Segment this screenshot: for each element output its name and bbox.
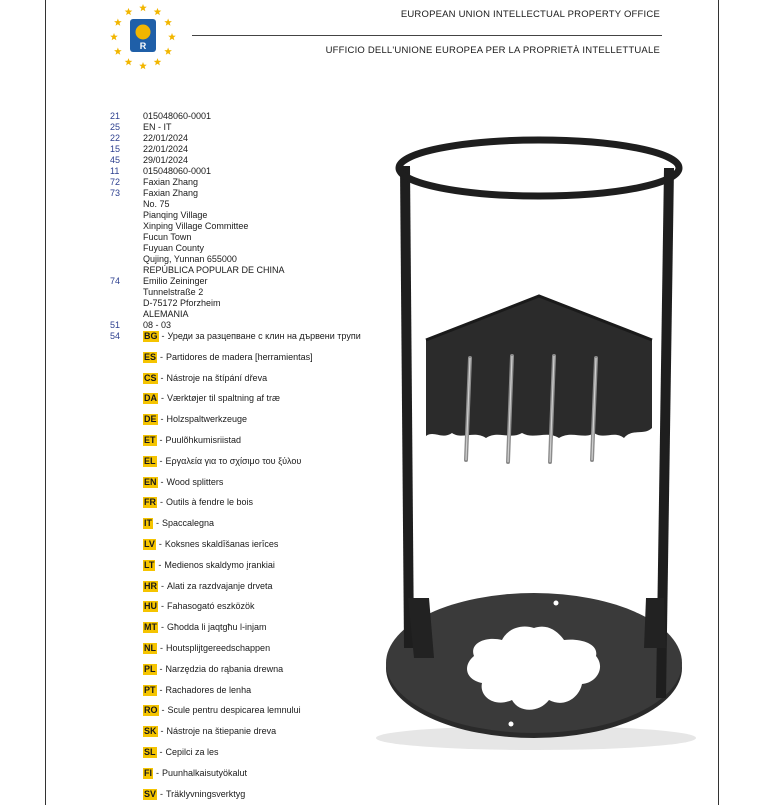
field-row xyxy=(110,276,285,287)
field-row xyxy=(110,210,285,221)
field-code: 72 xyxy=(110,177,121,187)
language-separator: - xyxy=(161,393,164,404)
page-left-border xyxy=(45,0,46,805)
field-value: Tunnelstraße 2 xyxy=(143,287,204,297)
field-code: 22 xyxy=(110,133,121,143)
language-separator: - xyxy=(160,788,164,799)
field-value: 015048060-0001 xyxy=(143,111,212,121)
field-row xyxy=(110,144,285,155)
language-row xyxy=(143,539,361,560)
language-row xyxy=(143,768,361,789)
language-code-badge: LT xyxy=(144,559,155,570)
wood-splitter-photo xyxy=(374,128,704,768)
language-description: Værktøjer til spaltning af træ xyxy=(167,393,281,404)
field-code: 51 xyxy=(110,320,121,330)
field-row xyxy=(110,320,285,331)
field-code xyxy=(110,199,143,210)
language-separator: - xyxy=(159,663,163,674)
field-row xyxy=(110,188,285,199)
field-row xyxy=(110,243,285,254)
field-code xyxy=(110,298,143,309)
language-description: Spaccalegna xyxy=(162,518,215,529)
language-code-badge: RO xyxy=(144,705,158,716)
language-description: Partidores de madera [herramientas] xyxy=(166,351,313,362)
language-description: Narzędzia do rąbania drewna xyxy=(165,663,284,674)
language-separator: - xyxy=(161,622,164,633)
logo-star-icon xyxy=(168,33,176,40)
field-code: 54 xyxy=(110,331,121,341)
language-description: Уреди за разцепване с клин на дървени трупи xyxy=(167,331,361,341)
language-separator: - xyxy=(159,746,163,757)
field-code: 25 xyxy=(110,122,121,132)
language-separator: - xyxy=(161,601,164,612)
language-row xyxy=(143,331,361,352)
logo-star-icon xyxy=(125,8,133,15)
field-code xyxy=(110,254,143,265)
language-code-badge: SL xyxy=(144,746,156,757)
language-description: Medienos skaldymo įrankiai xyxy=(164,559,275,570)
language-row xyxy=(143,352,361,373)
field-code xyxy=(110,232,143,243)
field-row xyxy=(110,298,285,309)
field-code xyxy=(110,265,143,276)
language-separator: - xyxy=(158,538,162,549)
logo-star-icon xyxy=(114,48,122,55)
language-separator: - xyxy=(159,684,163,695)
language-row xyxy=(143,705,361,726)
language-code-badge: HR xyxy=(144,580,157,591)
field-code: 15 xyxy=(110,144,121,154)
language-description: Għodda li jaqtgħu l-injam xyxy=(167,622,267,633)
language-separator: - xyxy=(156,518,159,529)
language-code-badge: DA xyxy=(144,393,157,404)
field-value: 08 - 03 xyxy=(143,320,172,330)
field-row xyxy=(110,177,285,188)
language-row xyxy=(143,518,361,539)
logo-letter: R xyxy=(139,41,147,51)
field-code xyxy=(110,243,143,254)
field-code: 11 xyxy=(110,166,120,176)
logo-star-icon xyxy=(154,8,162,15)
language-code-badge: EL xyxy=(144,455,156,466)
page-right-border xyxy=(718,0,719,805)
language-separator: - xyxy=(160,372,164,383)
field-row xyxy=(110,133,285,144)
field-row xyxy=(110,199,285,210)
language-row xyxy=(143,456,361,477)
field-value: Faxian Zhang xyxy=(143,188,199,198)
language-description: Cepilci za les xyxy=(165,746,219,757)
language-row xyxy=(143,664,361,685)
field-value: Emilio Zeininger xyxy=(143,276,208,286)
field-value: Fuyuan County xyxy=(143,243,205,253)
language-code-badge: FI xyxy=(144,767,152,778)
field-value: ALEMANIA xyxy=(143,309,189,319)
field-code: 21 xyxy=(110,111,121,121)
field-value: 22/01/2024 xyxy=(143,133,189,143)
language-description: Houtsplijtgereedschappen xyxy=(166,642,271,653)
logo-star-icon xyxy=(154,58,162,65)
language-separator: - xyxy=(160,414,164,425)
language-code-badge: HU xyxy=(144,601,157,612)
language-description: Alati za razdvajanje drveta xyxy=(167,580,273,591)
logo-star-icon xyxy=(164,48,172,55)
language-row xyxy=(143,581,361,602)
logo-star-icon xyxy=(139,62,147,69)
field-value: REPÚBLICA POPULAR DE CHINA xyxy=(143,265,285,275)
field-code: 73 xyxy=(110,188,121,198)
bibliographic-fields xyxy=(110,111,285,342)
language-separator: - xyxy=(160,497,163,508)
language-code-badge: MT xyxy=(144,622,157,633)
language-row xyxy=(143,435,361,456)
language-description: Fahasogató eszközök xyxy=(167,601,255,612)
field-value: Pianqing Village xyxy=(143,210,208,220)
field-code xyxy=(110,210,143,221)
language-row xyxy=(143,373,361,394)
language-code-badge: DE xyxy=(144,414,157,425)
field-value: EN - IT xyxy=(143,122,172,132)
language-row xyxy=(143,685,361,706)
language-separator: - xyxy=(160,726,164,737)
field-row xyxy=(110,232,285,243)
language-description: Nástroje na štípání dřeva xyxy=(166,372,268,383)
language-code-badge: IT xyxy=(144,518,152,529)
euipo-logo-icon xyxy=(108,2,178,72)
language-separator: - xyxy=(156,767,159,778)
field-row xyxy=(110,254,285,265)
language-separator: - xyxy=(161,331,165,341)
field-code: 74 xyxy=(110,276,121,286)
field-value: Qujing, Yunnan 655000 xyxy=(143,254,237,264)
field-value: 015048060-0001 xyxy=(143,166,212,176)
language-code-badge: PL xyxy=(144,663,156,674)
language-code-badge: PT xyxy=(144,684,156,695)
language-separator: - xyxy=(160,476,164,487)
field-value: 29/01/2024 xyxy=(143,155,189,165)
language-row xyxy=(143,726,361,747)
field-row xyxy=(110,221,285,232)
logo-star-icon xyxy=(110,33,118,40)
language-description: Träklyvningsverktyg xyxy=(166,788,246,799)
field-row xyxy=(110,122,285,133)
language-description: Koksnes skaldīšanas ierīces xyxy=(164,538,279,549)
language-row xyxy=(143,789,361,809)
header-divider xyxy=(192,35,662,36)
language-description: Holzspaltwerkzeuge xyxy=(166,414,248,425)
language-description: Rachadores de lenha xyxy=(165,684,252,695)
field-row xyxy=(110,265,285,276)
language-code-badge: SK xyxy=(144,726,157,737)
language-description: Puunhalkaisutyökalut xyxy=(162,767,248,778)
field-value: Fucun Town xyxy=(143,232,192,242)
language-code-badge: ES xyxy=(144,351,157,362)
language-code-badge: FR xyxy=(144,497,156,508)
language-row xyxy=(143,643,361,664)
field-row xyxy=(110,166,285,177)
language-row xyxy=(143,601,361,622)
language-separator: - xyxy=(160,351,164,362)
product-indication-list xyxy=(143,331,361,809)
language-description: Εργαλεία για το σχίσιμο του ξύλου xyxy=(165,455,302,466)
field-row xyxy=(110,287,285,298)
language-row xyxy=(143,497,361,518)
language-separator: - xyxy=(161,705,165,716)
language-separator: - xyxy=(160,642,163,653)
language-separator: - xyxy=(159,434,163,445)
field-row xyxy=(110,155,285,166)
logo-star-icon xyxy=(125,58,133,65)
language-code-badge: SV xyxy=(144,788,157,799)
language-row xyxy=(143,477,361,498)
office-name-it: UFFICIO DELL'UNIONE EUROPEA PER LA PROPRIETÀ INTELLETTUALE xyxy=(325,45,660,56)
language-row xyxy=(143,414,361,435)
field-code xyxy=(110,309,143,320)
language-description: Wood splitters xyxy=(166,476,224,487)
logo-star-icon xyxy=(139,4,147,11)
language-separator: - xyxy=(161,580,164,591)
language-description: Puulõhkumisriistad xyxy=(165,434,242,445)
logo-star-icon xyxy=(164,19,172,26)
language-row xyxy=(143,747,361,768)
language-description: Outils à fendre le bois xyxy=(166,497,254,508)
field-code xyxy=(110,221,143,232)
field-code xyxy=(110,287,143,298)
field-code: 45 xyxy=(110,155,121,165)
language-description: Nástroje na štiepanie dreva xyxy=(166,726,277,737)
logo-star-icon xyxy=(114,19,122,26)
field-value: Xinping Village Committee xyxy=(143,221,249,231)
language-code-badge: CS xyxy=(144,372,157,383)
language-code-badge: EN xyxy=(144,476,157,487)
language-code-badge: NL xyxy=(144,642,156,653)
office-name-en: EUROPEAN UNION INTELLECTUAL PROPERTY OFFICE xyxy=(400,9,660,20)
language-separator: - xyxy=(159,455,163,466)
language-row xyxy=(143,622,361,643)
language-code-badge: ET xyxy=(144,434,156,445)
field-value: 22/01/2024 xyxy=(143,144,189,154)
field-row xyxy=(110,309,285,320)
field-value: Faxian Zhang xyxy=(143,177,199,187)
language-separator: - xyxy=(158,559,162,570)
language-code-badge: BG xyxy=(144,331,158,341)
language-code-badge: LV xyxy=(144,538,155,549)
language-row xyxy=(143,560,361,581)
language-row xyxy=(143,393,361,414)
language-description: Scule pentru despicarea lemnului xyxy=(167,705,301,716)
field-value: D-75172 Pforzheim xyxy=(143,298,221,308)
field-row xyxy=(110,111,285,122)
field-value: No. 75 xyxy=(143,199,170,209)
